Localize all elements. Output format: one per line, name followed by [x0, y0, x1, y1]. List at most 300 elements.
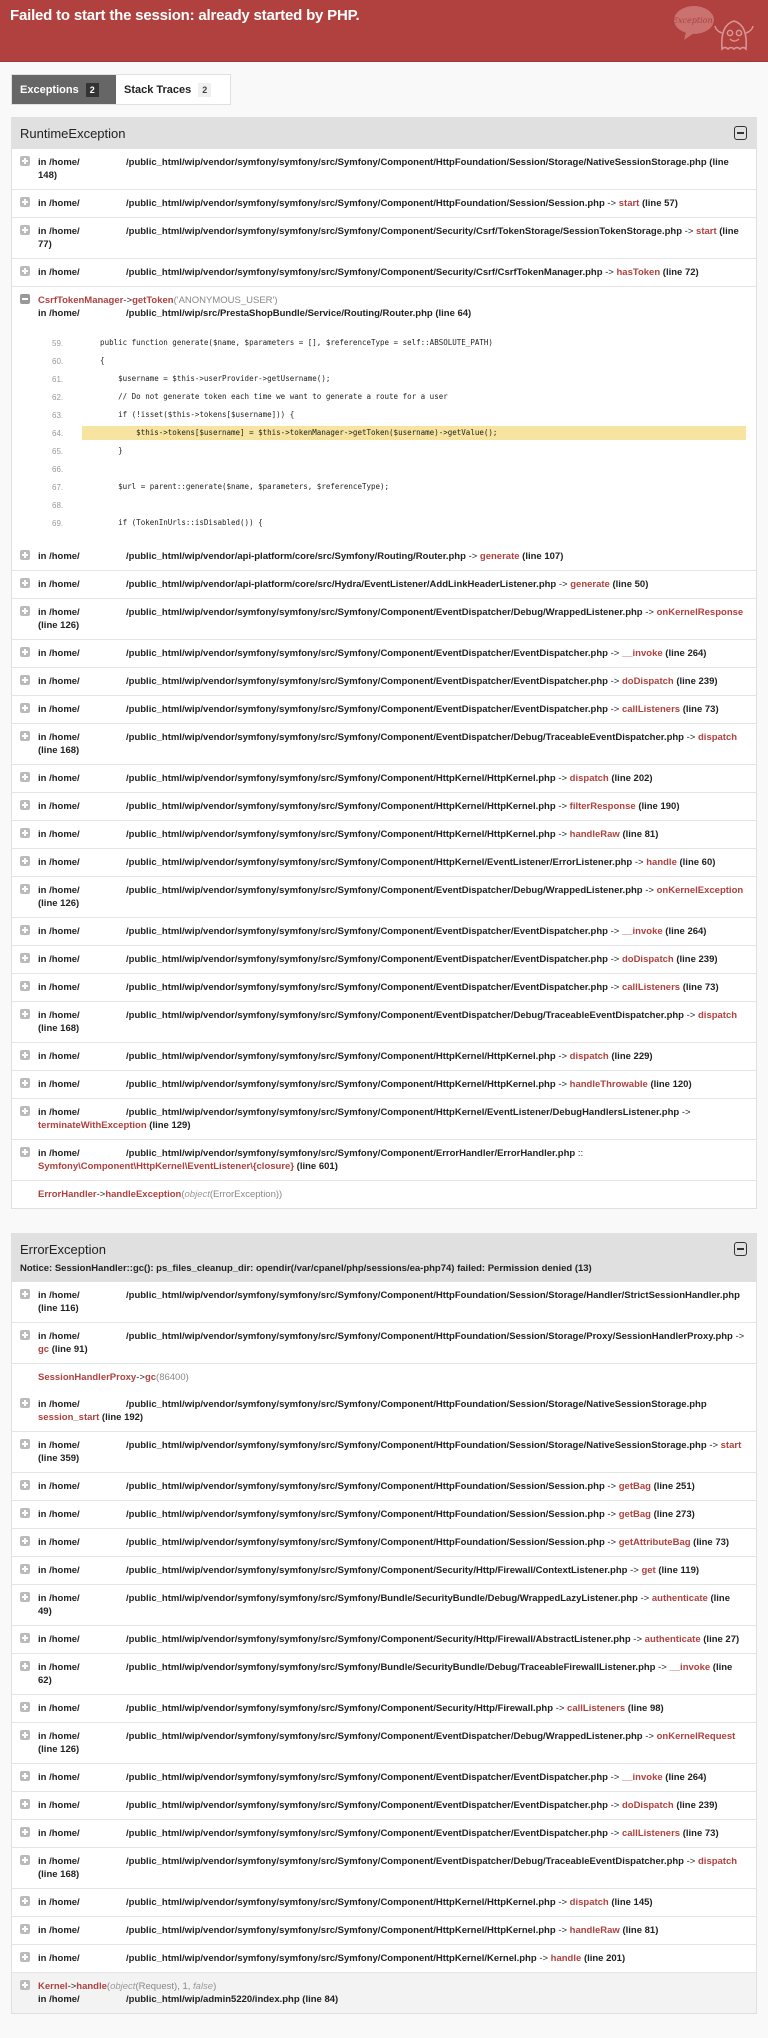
- trace-arrow: ->: [645, 1731, 654, 1742]
- expand-icon[interactable]: [20, 1439, 30, 1449]
- trace-class: Kernel: [38, 1981, 68, 1992]
- trace-file-path: /public_html/wip/vendor/symfony/symfony/src/Symfony/Component/HttpKernel/HttpKernel.php: [126, 801, 556, 812]
- line-number: 65.: [52, 446, 64, 456]
- trace-arrow: ->: [468, 551, 478, 562]
- exception-message: Notice: SessionHandler::gc(): ps_files_cleanup_dir: opendir(/var/cpanel/php/sessions/ea-php74) failed: Permission denied (13): [20, 1263, 592, 1274]
- trace-line: (line 264): [665, 1772, 707, 1783]
- trace-row[interactable]: [12, 598, 756, 639]
- trace-function: dispatch: [569, 773, 609, 784]
- trace-line: (line 77): [38, 226, 739, 250]
- trace-function: dispatch: [569, 1051, 609, 1062]
- trace-args: ('ANONYMOUS_USER'): [173, 295, 278, 306]
- expand-icon[interactable]: [20, 1078, 30, 1088]
- page-title: Failed to start the session: already started by PHP.: [10, 7, 360, 24]
- trace-file-prefix: in /home/: [38, 1953, 80, 1964]
- expand-icon[interactable]: [20, 225, 30, 235]
- expand-icon[interactable]: [20, 1896, 30, 1906]
- trace-file-prefix: in /home/: [38, 926, 80, 937]
- trace-arrow: ->: [96, 1189, 106, 1200]
- trace-file-path: /public_html/wip/vendor/symfony/symfony/src/Symfony/Component/HttpKernel/EventListener/DebugHandlersListener.php: [126, 1107, 680, 1118]
- trace-arrow: ->: [633, 1634, 643, 1645]
- trace-row[interactable]: [12, 1472, 756, 1500]
- trace-file-path: /public_html/wip/vendor/symfony/symfony/src/Symfony/Component/EventDispatcher/Debug/WrappedListener.php: [126, 607, 643, 618]
- trace-file-path: /public_html/wip/vendor/symfony/symfony/src/Symfony/Component/HttpKernel/HttpKernel.php: [126, 829, 556, 840]
- line-number: 69.: [52, 518, 64, 528]
- line-number: 59.: [52, 338, 64, 348]
- trace-file-prefix: in /home/: [38, 1399, 80, 1410]
- trace-file-prefix: in /home/: [38, 1662, 80, 1673]
- trace-row[interactable]: [12, 1556, 756, 1584]
- trace-arrow: ->: [658, 1662, 667, 1673]
- trace-file-prefix: in /home/: [38, 226, 80, 237]
- trace-function: handle: [76, 1981, 107, 1992]
- trace-row[interactable]: [12, 792, 756, 820]
- trace-row[interactable]: [12, 1042, 756, 1070]
- trace-file-path: /public_html/wip/vendor/symfony/symfony/src/Symfony/Component/HttpFoundation/Session/Session.php: [126, 1481, 605, 1492]
- source-code: }: [82, 446, 123, 455]
- source-code: $username = $this->userProvider->getUsername();: [82, 374, 331, 383]
- trace-row[interactable]: [12, 945, 756, 973]
- trace-file-prefix: in /home/: [38, 1148, 80, 1159]
- trace-row[interactable]: [12, 1098, 756, 1139]
- trace-arrow: ->: [610, 982, 620, 993]
- trace-line: (line 192): [101, 1412, 144, 1423]
- trace-line: (line 119): [658, 1565, 700, 1576]
- tab-exceptions[interactable]: [12, 75, 116, 104]
- trace-function: __invoke: [669, 1662, 711, 1673]
- trace-row[interactable]: [12, 848, 756, 876]
- trace-arrow: ->: [610, 648, 620, 659]
- trace-file-prefix: in /home/: [38, 1051, 80, 1062]
- trace-function: authenticate: [644, 1634, 701, 1645]
- expand-icon[interactable]: [20, 156, 30, 166]
- trace-line: (line 168): [38, 1023, 80, 1034]
- expand-icon[interactable]: [20, 828, 30, 838]
- trace-line: (line 60): [679, 857, 716, 868]
- trace-row[interactable]: [12, 723, 756, 764]
- trace-file-prefix: in /home/: [38, 732, 80, 743]
- trace-expanded[interactable]: [12, 286, 756, 543]
- trace-args: (86400): [156, 1372, 189, 1383]
- trace-file-path: /public_html/wip/vendor/symfony/symfony/src/Symfony/Component/EventDispatcher/EventDispatcher.php: [126, 648, 608, 659]
- trace-line: (line 126): [38, 1744, 80, 1755]
- trace-file-prefix: in /home/: [38, 1440, 80, 1451]
- trace-line: (line 273): [653, 1509, 695, 1520]
- trace-line: (line 107): [522, 551, 564, 562]
- trace-row[interactable]: [12, 1847, 756, 1888]
- trace-line: (line 239): [676, 954, 718, 965]
- expand-icon[interactable]: [20, 606, 30, 616]
- trace-arrow: ->: [610, 1828, 620, 1839]
- collapse-toggle-icon[interactable]: [734, 1242, 747, 1256]
- expand-icon[interactable]: [20, 197, 30, 207]
- trace-file-path: /public_html/wip/vendor/symfony/symfony/src/Symfony/Component/HttpFoundation/Session/Storage/Handler/StrictSessionHandler.php: [126, 1290, 740, 1301]
- trace-row[interactable]: [12, 1694, 756, 1722]
- trace-row[interactable]: [12, 543, 756, 570]
- trace-mid: [12, 1363, 756, 1391]
- trace-file-path: /public_html/wip/vendor/symfony/symfony/src/Symfony/Component/HttpKernel/HttpKernel.php: [126, 1079, 556, 1090]
- code-line: [38, 514, 746, 532]
- trace-function: callListeners: [621, 704, 681, 715]
- tab-bar: [11, 74, 231, 105]
- trace-arrow: ->: [558, 829, 568, 840]
- expand-icon[interactable]: [20, 1771, 30, 1781]
- trace-row[interactable]: [12, 1070, 756, 1098]
- trace-file-path: /public_html/wip/vendor/symfony/symfony/src/Symfony/Component/EventDispatcher/Debug/WrappedListener.php: [126, 1731, 643, 1742]
- trace-row[interactable]: [12, 917, 756, 945]
- trace-line: (line 50): [612, 579, 649, 590]
- trace-row[interactable]: [12, 1528, 756, 1556]
- trace-file-path: /public_html/wip/vendor/symfony/symfony/src/Symfony/Component/HttpFoundation/Session/Session.php: [126, 1537, 605, 1548]
- trace-row[interactable]: [12, 1763, 756, 1791]
- trace-row[interactable]: [12, 1819, 756, 1847]
- trace-row[interactable]: [12, 1653, 756, 1694]
- trace-file-path: /public_html/wip/vendor/symfony/symfony/src/Symfony/Component/EventDispatcher/EventDispatcher.php: [126, 704, 608, 715]
- trace-row[interactable]: [12, 1431, 756, 1472]
- page-header: [0, 0, 768, 62]
- trace-row[interactable]: [12, 973, 756, 1001]
- trace-function: terminateWithException: [38, 1120, 147, 1131]
- trace-row[interactable]: [12, 764, 756, 792]
- trace-line: (line 202): [611, 773, 653, 784]
- expand-icon[interactable]: [20, 1289, 30, 1299]
- trace-args: (object(Request), 1, false): [106, 1981, 217, 1992]
- trace-row[interactable]: [12, 149, 756, 189]
- trace-final: [12, 1180, 756, 1208]
- trace-file-path: /public_html/wip/vendor/symfony/symfony/src/Symfony/Component/EventDispatcher/EventDispatcher.php: [126, 926, 608, 937]
- trace-arrow: ->: [610, 676, 620, 687]
- expand-icon[interactable]: [20, 550, 30, 560]
- expand-icon[interactable]: [20, 800, 30, 810]
- trace-function: session_start: [38, 1412, 100, 1423]
- expand-icon[interactable]: [20, 981, 30, 991]
- line-number: 67.: [52, 482, 64, 492]
- trace-function: handle: [550, 1953, 582, 1964]
- source-code: if (TokenInUrls::isDisabled()) {: [82, 518, 263, 527]
- trace-function: gc: [38, 1344, 50, 1355]
- code-line: [38, 442, 746, 460]
- trace-file-path: /public_html/wip/vendor/symfony/symfony/src/Symfony/Component/Security/Http/Firewall.php: [126, 1703, 554, 1714]
- exception-panel-error: [11, 1233, 757, 2014]
- trace-row[interactable]: [12, 1139, 756, 1180]
- trace-arrow: ->: [610, 1800, 620, 1811]
- trace-line: (line 129): [149, 1120, 191, 1131]
- trace-row[interactable]: [12, 1722, 756, 1763]
- trace-file-prefix: in /home/: [38, 1703, 80, 1714]
- trace-function: callListeners: [621, 1828, 681, 1839]
- trace-file-prefix: in /home/: [38, 1634, 80, 1645]
- trace-function: filterResponse: [569, 801, 636, 812]
- trace-row[interactable]: [12, 1391, 756, 1431]
- expand-icon[interactable]: [20, 856, 30, 866]
- expand-icon[interactable]: [20, 647, 30, 657]
- trace-line: (line 359): [38, 1453, 80, 1464]
- source-code: public function generate($name, $parameters = [], $referenceType = self::ABSOLUTE_PATH): [82, 338, 493, 347]
- exception-header: [12, 1234, 756, 1282]
- trace-file-prefix: in /home/: [38, 982, 80, 993]
- expand-icon[interactable]: [20, 1730, 30, 1740]
- trace-line: (line 264): [665, 648, 707, 659]
- trace-file-path: /public_html/wip/vendor/symfony/symfony/src/Symfony/Component/HttpFoundation/Session/Storage/NativeSessionStorage.php: [126, 1399, 707, 1410]
- trace-file-path: /public_html/wip/vendor/symfony/symfony/src/Symfony/Component/EventDispatcher/EventDispatcher.php: [126, 954, 608, 965]
- trace-file-prefix: in /home/: [38, 1800, 80, 1811]
- trace-line: (line 229): [611, 1051, 653, 1062]
- expand-icon[interactable]: [20, 1633, 30, 1643]
- trace-file-prefix: in /home/: [38, 1481, 80, 1492]
- expand-icon[interactable]: [20, 1592, 30, 1602]
- trace-arrow: ->: [539, 1953, 549, 1964]
- expand-icon[interactable]: [20, 1147, 30, 1157]
- trace-file-prefix: in /home/: [38, 579, 80, 590]
- line-number: 64.: [52, 428, 64, 438]
- trace-line: (line 81): [622, 1925, 659, 1936]
- trace-line: (line 201): [583, 1953, 626, 1964]
- trace-line: (line 27): [703, 1634, 740, 1645]
- exception-class: RuntimeException: [20, 126, 126, 141]
- trace-file-prefix: in /home/: [38, 1010, 80, 1021]
- expand-icon[interactable]: [20, 1827, 30, 1837]
- trace-row[interactable]: [12, 820, 756, 848]
- expand-icon[interactable]: [20, 772, 30, 782]
- trace-function: start: [696, 226, 717, 237]
- source-code: [82, 498, 746, 512]
- trace-row[interactable]: [12, 1322, 756, 1363]
- trace-line: (line 126): [38, 620, 80, 631]
- trace-function: handleException: [105, 1189, 182, 1200]
- trace-file-path: /public_html/wip/vendor/symfony/symfony/src/Symfony/Component/HttpFoundation/Session/Storage/NativeSessionStorage.php: [126, 1440, 707, 1451]
- trace-arrow: ->: [686, 1010, 696, 1021]
- trace-line: (line 239): [676, 676, 718, 687]
- trace-arrow: ->: [610, 1772, 620, 1783]
- trace-line: (line 148): [38, 157, 729, 181]
- trace-class: ErrorHandler: [38, 1189, 97, 1200]
- trace-list: [12, 1282, 756, 1363]
- trace-file-path: /public_html/wip/vendor/symfony/symfony/src/Symfony/Bundle/SecurityBundle/Debug/WrappedLazyListener.php: [126, 1593, 638, 1604]
- trace-arrow: ->: [640, 1593, 650, 1604]
- expand-icon[interactable]: [20, 1508, 30, 1518]
- trace-arrow: ->: [607, 1509, 617, 1520]
- expand-icon[interactable]: [20, 1661, 30, 1671]
- trace-arrow: ->: [610, 954, 620, 965]
- code-excerpt: [38, 320, 746, 536]
- trace-function: Symfony\Component\HttpKernel\EventListener\{closure}: [38, 1161, 295, 1172]
- trace-file-prefix: in /home/: [38, 267, 80, 278]
- trace-file-prefix: in /home/: [38, 308, 80, 319]
- trace-function: dispatch: [698, 1856, 738, 1867]
- trace-line: (line 73): [682, 982, 719, 993]
- expand-icon[interactable]: [20, 731, 30, 741]
- code-line: [38, 496, 746, 514]
- trace-row[interactable]: [12, 876, 756, 917]
- expand-icon[interactable]: [20, 1799, 30, 1809]
- trace-line: (line 126): [38, 898, 80, 909]
- expand-icon[interactable]: [20, 1106, 30, 1116]
- trace-function: __invoke: [621, 926, 663, 937]
- trace-row[interactable]: [12, 570, 756, 598]
- code-line: [38, 370, 746, 388]
- trace-arrow: ->: [610, 704, 620, 715]
- trace-function: handleRaw: [569, 829, 620, 840]
- trace-function: dispatch: [569, 1897, 609, 1908]
- trace-arrow: ->: [558, 1897, 568, 1908]
- expand-icon[interactable]: [20, 1564, 30, 1574]
- trace-file-path: /public_html/wip/vendor/symfony/symfony/src/Symfony/Component/HttpFoundation/Session/Session.php: [126, 198, 605, 209]
- expand-icon[interactable]: [20, 1924, 30, 1934]
- trace-file-path: /public_html/wip/vendor/api-platform/core/src/Symfony/Routing/Router.php: [126, 551, 466, 562]
- trace-row[interactable]: [12, 189, 756, 217]
- trace-file-prefix: in /home/: [38, 157, 80, 168]
- collapse-toggle-icon[interactable]: [734, 126, 747, 140]
- trace-row[interactable]: [12, 1888, 756, 1916]
- mascot-text: Exception!: [672, 16, 716, 25]
- trace-file-path: /public_html/wip/vendor/symfony/symfony/src/Symfony/Component/Security/Csrf/TokenStorage/SessionTokenStorage.php: [126, 226, 683, 237]
- code-line: [38, 460, 746, 478]
- trace-file-prefix: in /home/: [38, 885, 80, 896]
- trace-function: handle: [646, 857, 677, 868]
- trace-file-prefix: in /home/: [38, 1509, 80, 1520]
- trace-row[interactable]: [12, 1001, 756, 1042]
- trace-file-prefix: in /home/: [38, 1828, 80, 1839]
- line-number: 60.: [52, 356, 64, 366]
- source-code: // Do not generate token each time we want to generate a route for a user: [82, 392, 448, 401]
- trace-row[interactable]: [12, 217, 756, 258]
- expand-icon[interactable]: [20, 1980, 30, 1990]
- trace-row[interactable]: [12, 1791, 756, 1819]
- trace-file-path: /public_html/wip/vendor/symfony/symfony/src/Symfony/Component/HttpFoundation/Session/Session.php: [126, 1509, 605, 1520]
- expand-icon[interactable]: [20, 703, 30, 713]
- expand-icon[interactable]: [20, 578, 30, 588]
- expand-icon[interactable]: [20, 266, 30, 276]
- trace-function: handleRaw: [569, 1925, 620, 1936]
- trace-row[interactable]: [12, 1944, 756, 1972]
- trace-line: (line 168): [38, 1869, 80, 1880]
- collapse-icon[interactable]: [20, 294, 30, 304]
- trace-function: doDispatch: [621, 954, 674, 965]
- trace-file-prefix: in /home/: [38, 1537, 80, 1548]
- trace-file-path: /public_html/wip/vendor/symfony/symfony/src/Symfony/Component/HttpFoundation/Session/Storage/Proxy/SessionHandlerProxy.php: [126, 1331, 733, 1342]
- trace-row[interactable]: [12, 695, 756, 723]
- trace-arrow: ->: [558, 1925, 568, 1936]
- expand-icon[interactable]: [20, 884, 30, 894]
- expand-icon[interactable]: [20, 1050, 30, 1060]
- trace-function: __invoke: [621, 1772, 663, 1783]
- trace-line: (line 168): [38, 745, 80, 756]
- expand-icon[interactable]: [20, 1330, 30, 1340]
- trace-row[interactable]: [12, 1625, 756, 1653]
- trace-arrow: ->: [630, 1565, 639, 1576]
- trace-row[interactable]: [12, 1500, 756, 1528]
- trace-arrow: ->: [558, 1051, 568, 1062]
- tab-count-badge: 2: [198, 83, 211, 97]
- trace-arrow: ->: [558, 773, 568, 784]
- source-code: $url = parent::generate($name, $parameters, $referenceType);: [82, 482, 390, 491]
- trace-arrow: ->: [136, 1372, 145, 1383]
- trace-arrow: ->: [67, 1981, 77, 1992]
- trace-line: (line 73): [682, 1828, 719, 1839]
- trace-function: handleThrowable: [569, 1079, 648, 1090]
- line-number: 61.: [52, 374, 64, 384]
- trace-file-prefix: in /home/: [38, 1331, 80, 1342]
- trace-row[interactable]: [12, 258, 756, 286]
- trace-file-prefix: in /home/: [38, 1079, 80, 1090]
- expand-icon[interactable]: [20, 1855, 30, 1865]
- expand-icon[interactable]: [20, 1398, 30, 1408]
- trace-arrow: ->: [686, 732, 696, 743]
- trace-row[interactable]: [12, 1916, 756, 1944]
- tab-stack-traces[interactable]: [116, 75, 219, 104]
- trace-file-prefix: in /home/: [38, 829, 80, 840]
- trace-arrow: ->: [607, 1537, 617, 1548]
- source-code: if (!isset($this->tokens[$username])) {: [82, 410, 295, 419]
- exception-panel-runtime: [11, 117, 757, 1209]
- line-number: 66.: [52, 464, 64, 474]
- line-number: 62.: [52, 392, 64, 402]
- trace-function: dispatch: [698, 1010, 738, 1021]
- trace-list-after: [12, 543, 756, 1180]
- trace-file-path: /public_html/wip/admin5220/index.php (line 84): [126, 1994, 339, 2005]
- trace-row[interactable]: [12, 667, 756, 695]
- trace-function: onKernelResponse: [656, 607, 744, 618]
- trace-line: (line 264): [665, 926, 707, 937]
- trace-arrow: ->: [555, 1703, 565, 1714]
- expand-icon[interactable]: [20, 925, 30, 935]
- trace-file-prefix: in /home/: [38, 1772, 80, 1783]
- line-number: 68.: [52, 500, 64, 510]
- trace-final[interactable]: [12, 1972, 756, 2013]
- trace-arrow: ->: [558, 1079, 568, 1090]
- source-code: [82, 462, 746, 476]
- trace-file-path: /public_html/wip/vendor/symfony/symfony/src/Symfony/Component/HttpKernel/HttpKernel.php: [126, 1925, 556, 1936]
- trace-function: dispatch: [698, 732, 738, 743]
- trace-arrow: ->: [123, 295, 133, 306]
- trace-file-prefix: in /home/: [38, 704, 80, 715]
- trace-row[interactable]: [12, 1584, 756, 1625]
- expand-icon[interactable]: [20, 1536, 30, 1546]
- source-code: {: [82, 356, 105, 365]
- trace-file-path: /public_html/wip/vendor/symfony/symfony/src/Symfony/Component/Security/Http/Firewall/AbstractListener.php: [126, 1634, 631, 1645]
- trace-function: gc: [144, 1372, 157, 1383]
- expand-icon[interactable]: [20, 953, 30, 963]
- trace-function: callListeners: [567, 1703, 626, 1714]
- trace-file-path: /public_html/wip/vendor/symfony/symfony/src/Symfony/Component/HttpFoundation/Session/Storage/NativeSessionStorage.php: [126, 157, 707, 168]
- trace-arrow: ->: [645, 607, 654, 618]
- trace-list-b: [12, 1391, 756, 1972]
- trace-arrow: ->: [607, 198, 617, 209]
- expand-icon[interactable]: [20, 1009, 30, 1019]
- code-line: [38, 388, 746, 406]
- trace-file-prefix: in /home/: [38, 1565, 80, 1576]
- trace-line: (line 120): [650, 1079, 692, 1090]
- expand-icon[interactable]: [20, 1702, 30, 1712]
- trace-row[interactable]: [12, 1282, 756, 1322]
- code-line: [38, 334, 746, 352]
- expand-icon[interactable]: [20, 1952, 30, 1962]
- trace-line: (line 239): [676, 1800, 718, 1811]
- trace-file-path: /public_html/wip/vendor/symfony/symfony/src/Symfony/Component/HttpKernel/HttpKernel.php: [126, 1051, 556, 1062]
- trace-arrow: ->: [558, 579, 568, 590]
- expand-icon[interactable]: [20, 1480, 30, 1490]
- trace-line: (line 190): [638, 801, 680, 812]
- tab-count-badge: 2: [86, 83, 99, 97]
- trace-row[interactable]: [12, 639, 756, 667]
- trace-line: (line 98): [627, 1703, 664, 1714]
- trace-function: doDispatch: [621, 676, 674, 687]
- expand-icon[interactable]: [20, 675, 30, 685]
- code-line: [38, 352, 746, 370]
- code-line: [38, 406, 746, 424]
- trace-arrow: ->: [610, 926, 620, 937]
- code-line-highlighted: [38, 424, 746, 442]
